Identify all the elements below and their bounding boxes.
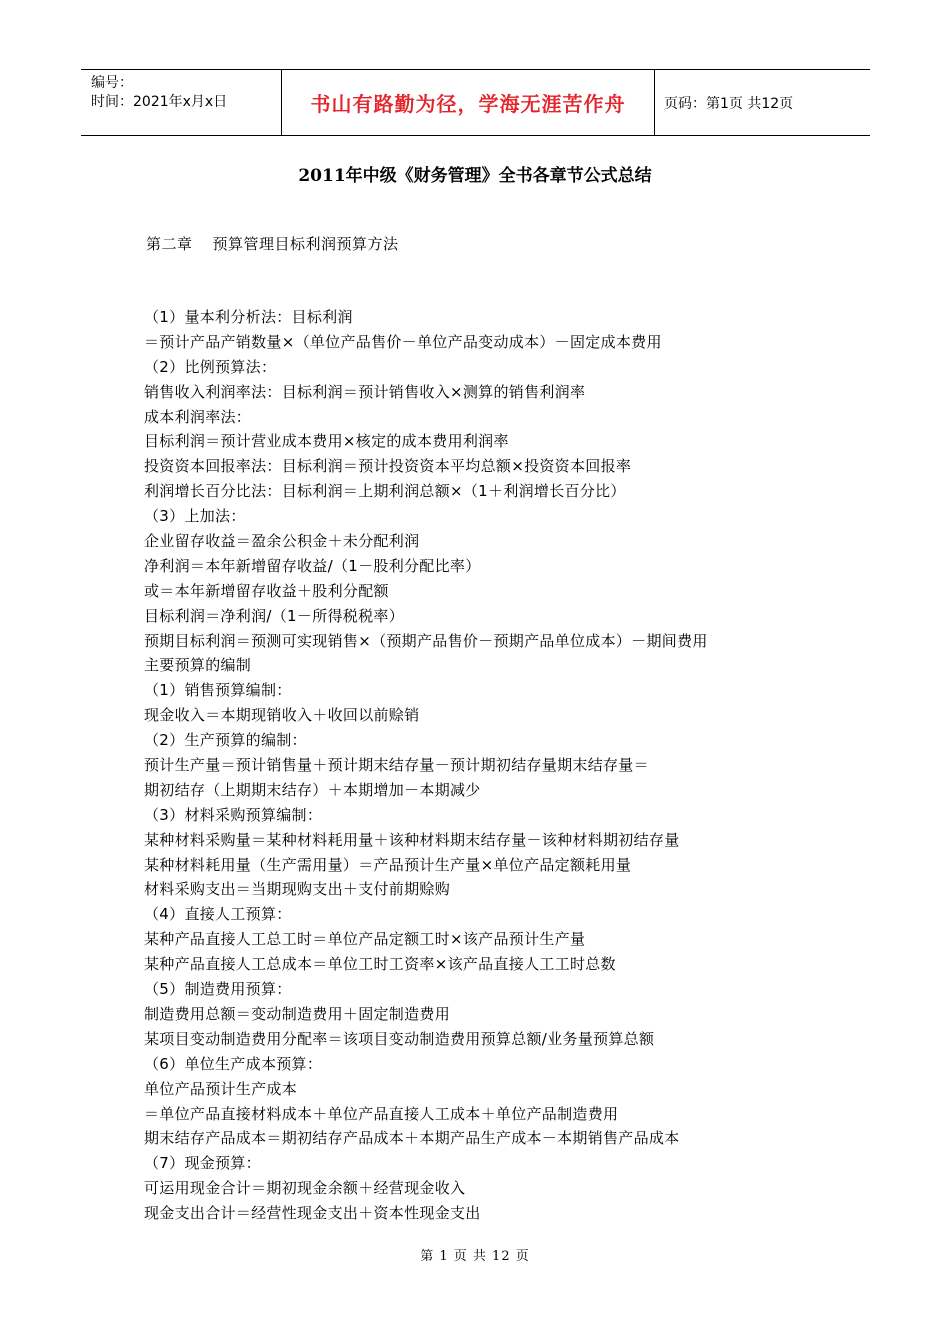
- text-line: 某种材料采购量＝某种材料耗用量＋该种材料期末结存量－该种材料期初结存量: [144, 830, 680, 849]
- text-line: 企业留存收益＝盈余公积金＋未分配利润: [144, 532, 420, 551]
- text-line: ＝单位产品直接材料成本＋单位产品直接人工成本＋单位产品制造费用: [144, 1104, 619, 1123]
- text-line: ＝预计产品产销数量×（单位产品售价－单位产品变动成本）－固定成本费用: [144, 332, 662, 351]
- text-line: 某种产品直接人工总成本＝单位工时工资率×该产品直接人工工时总数: [144, 955, 616, 974]
- text-line: 成本利润率法：: [144, 407, 252, 426]
- text-line: 投资资本回报率法：目标利润＝预计投资资本平均总额×投资资本回报率: [144, 457, 632, 476]
- text-line: 可运用现金合计＝期初现金余额＋经营现金收入: [144, 1179, 466, 1198]
- text-line: 目标利润＝净利润/（1－所得税税率）: [144, 606, 404, 625]
- text-line: （1）量本利分析法：目标利润: [144, 308, 353, 326]
- time-label: 时间：2021年x月x日: [91, 94, 228, 110]
- page-info-cell: [655, 70, 870, 135]
- text-line: 期初结存（上期期末结存）＋本期增加－本期减少: [144, 780, 481, 799]
- text-line: 现金收入＝本期现销收入＋收回以前赊销: [144, 706, 420, 725]
- text-line: 某种产品直接人工总工时＝单位产品定额工时×该产品预计生产量: [144, 930, 586, 949]
- page-footer: 第 1 页 共 12 页: [420, 1249, 530, 1264]
- document-title: 2011年中级《财务管理》全书各章节公式总结: [298, 166, 652, 186]
- text-line: （5）制造费用预算：: [144, 980, 292, 999]
- text-line: 某项目变动制造费用分配率＝该项目变动制造费用预算总额/业务量预算总额: [144, 1029, 655, 1048]
- text-line: 目标利润＝预计营业成本费用×核定的成本费用利润率: [144, 432, 509, 451]
- text-line: 预计生产量＝预计销售量＋预计期末结存量－预计期初结存量期末结存量＝: [144, 756, 649, 775]
- text-line: 销售收入利润率法：目标利润＝预计销售收入×测算的销售利润率: [144, 382, 586, 401]
- text-line: 现金支出合计＝经营性现金支出＋资本性现金支出: [144, 1204, 481, 1223]
- text-line: 利润增长百分比法：目标利润＝上期利润总额×（1＋利润增长百分比）: [144, 482, 626, 501]
- text-line: （6）单位生产成本预算：: [144, 1054, 323, 1073]
- text-line: 制造费用总额＝变动制造费用＋固定制造费用: [144, 1004, 451, 1023]
- text-line: 单位产品预计生产成本: [144, 1079, 298, 1098]
- header-meta-cell: [81, 70, 281, 135]
- text-line: （4）直接人工预算：: [144, 905, 292, 924]
- text-line: 净利润＝本年新增留存收益/（1－股利分配比率）: [144, 556, 481, 575]
- text-line: 或＝本年新增留存收益＋股利分配额: [144, 581, 389, 600]
- text-line: 预期目标利润＝预测可实现销售×（预期产品售价－预期产品单位成本）－期间费用: [144, 631, 708, 650]
- text-line: 期末结存产品成本＝期初结存产品成本＋本期产品生产成本－本期销售产品成本: [144, 1129, 680, 1148]
- document-body: [144, 305, 834, 1226]
- motto-text: 书山有路勤为径，学海无涯苦作舟: [310, 92, 626, 116]
- text-line: （7）现金预算：: [144, 1154, 261, 1173]
- number-label: 编号：: [91, 75, 133, 91]
- chapter-title: 预算管理目标利润预算方法: [212, 235, 399, 253]
- text-line: （1）销售预算编制：: [144, 681, 292, 700]
- page-info-text: 页码：第1页 共12页: [664, 95, 794, 112]
- chapter-number: 第二章: [146, 235, 193, 253]
- text-line: 材料采购支出＝当期现购支出＋支付前期赊购: [144, 880, 451, 899]
- text-line: （2）生产预算的编制：: [144, 731, 307, 750]
- motto-cell: [281, 70, 655, 135]
- text-line: 某种材料耗用量（生产需用量）＝产品预计生产量×单位产品定额耗用量: [144, 855, 632, 874]
- header-table: [81, 69, 870, 136]
- chapter-heading: [146, 233, 399, 254]
- text-line: （3）上加法：: [144, 507, 246, 526]
- text-line: （3）材料采购预算编制：: [144, 805, 323, 824]
- text-line: 主要预算的编制: [144, 656, 252, 675]
- text-line: （2）比例预算法：: [144, 357, 277, 376]
